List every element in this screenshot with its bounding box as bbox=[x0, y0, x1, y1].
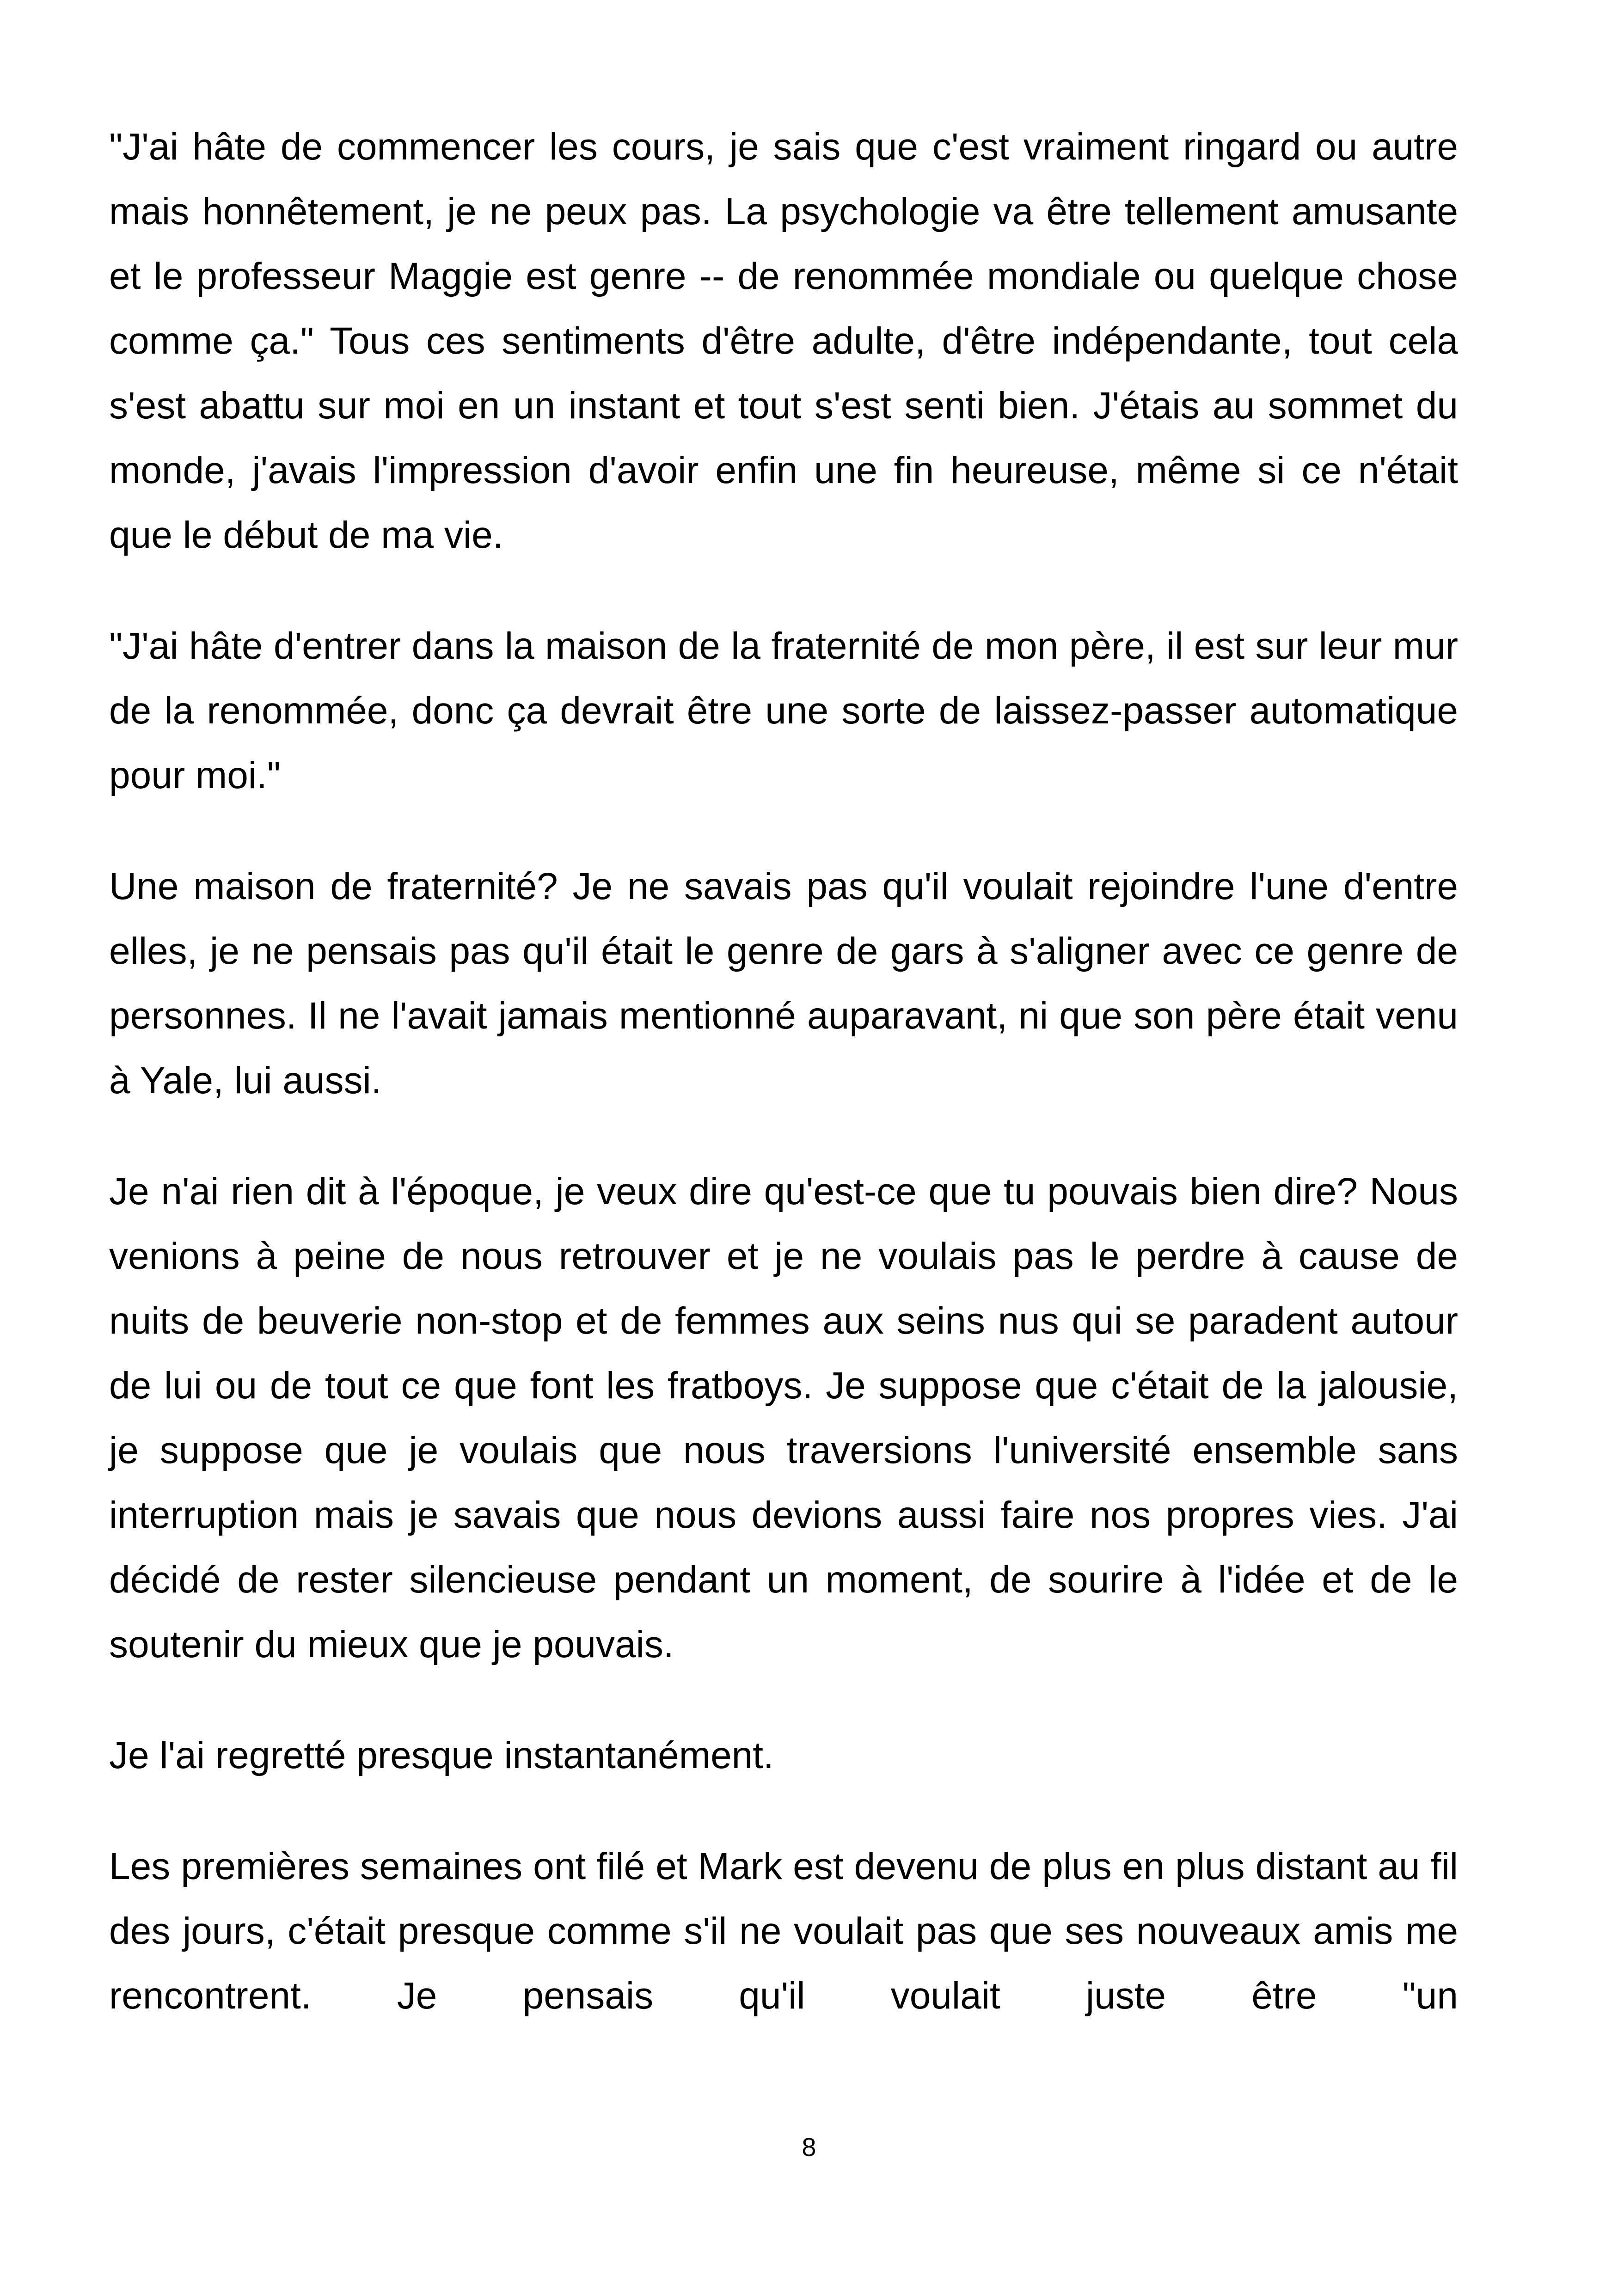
paragraph-4: Je n'ai rien dit à l'époque, je veux dire qu'est-ce que tu pouvais bien dire? Nous venions à peine de nous retrouver et je ne voulais pas le perdre à cause de nuits de beuverie non-stop et de femmes aux seins nus qui se paradent autour de lui ou de tout ce que font les fratboys. Je suppose que c'était de la jalousie, je suppose que je voulais que nous traversions l'université ensemble sans interruption mais je savais que nous devions aussi faire nos propres vies. J'ai décidé de rester silencieuse pendant un moment, de sourire à l'idée et de le soutenir du mieux que je pouvais. bbox=[109, 1170, 1458, 1665]
page-number: 8 bbox=[802, 2132, 816, 2161]
paragraph-3: Une maison de fraternité? Je ne savais pas qu'il voulait rejoindre l'une d'entre elles, je ne pensais pas qu'il était le genre de gars à s'aligner avec ce genre de personnes. Il ne l'avait jamais mentionné auparavant, ni que son père était venu à Yale, lui aussi. bbox=[109, 865, 1458, 1102]
paragraph-5: Je l'ai regretté presque instantanément. bbox=[109, 1734, 774, 1776]
paragraph-1: "J'ai hâte de commencer les cours, je sais que c'est vraiment ringard ou autre mais honnêtement, je ne peux pas. La psychologie va être tellement amusante et le professeur Maggie est genre -- de renommée mondiale ou quelque chose comme ça." Tous ces sentiments d'être adulte, d'être indépendante, tout cela s'est abattu sur moi en un instant et tout s'est senti bien. J'étais au sommet du monde, j'avais l'impression d'avoir enfin une fin heureuse, même si ce n'était que le début de ma vie. bbox=[109, 126, 1458, 556]
paragraph-2: "J'ai hâte d'entrer dans la maison de la fraternité de mon père, il est sur leur mur de la renommée, donc ça devrait être une sorte de laissez-passer automatique pour moi." bbox=[109, 625, 1458, 796]
paragraph-6: Les premières semaines ont filé et Mark est devenu de plus en plus distant au fil des jours, c'était presque comme s'il ne voulait pas que ses nouveaux amis me rencontrent. Je pensais qu'il voulait juste être "un bbox=[109, 1845, 1458, 2017]
body-text bbox=[109, 115, 1458, 2028]
